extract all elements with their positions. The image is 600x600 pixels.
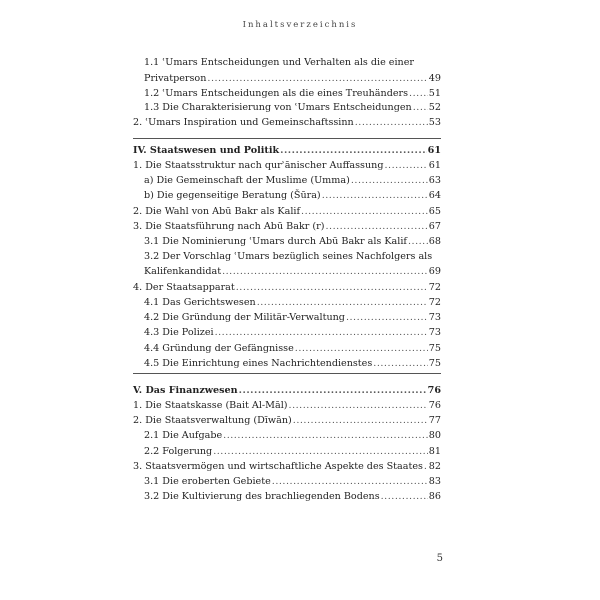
toc-page-number: 80 bbox=[428, 430, 441, 441]
toc-entry-title: 1. Die Staatsstruktur nach qurʾānischer Auffassung bbox=[133, 160, 384, 171]
page-number: 5 bbox=[436, 553, 443, 564]
toc-entry bbox=[144, 358, 441, 370]
dot-leader bbox=[384, 160, 427, 172]
toc-entry bbox=[144, 491, 441, 503]
toc-page-number: 61 bbox=[428, 160, 441, 171]
toc-entry-title: 4. Der Staatsapparat bbox=[133, 282, 235, 293]
dot-leader bbox=[236, 282, 428, 294]
dot-leader bbox=[289, 400, 428, 412]
toc-entry-title: 4.4 Gründung der Gefängnisse bbox=[144, 343, 294, 354]
toc-page-number: 72 bbox=[428, 297, 441, 308]
toc-entry bbox=[144, 88, 441, 100]
toc-entry bbox=[144, 175, 441, 187]
toc-entry bbox=[144, 312, 441, 324]
section-divider bbox=[133, 138, 441, 139]
toc-entry-title: 3.1 Die Nominierung ʿUmars durch Abū Bakr als Kalif bbox=[144, 236, 407, 247]
toc-page-number: 53 bbox=[428, 117, 441, 128]
toc-page-number: 75 bbox=[428, 358, 441, 369]
toc-entry bbox=[144, 73, 441, 85]
toc-entry bbox=[144, 266, 441, 278]
toc-entry-title: 2.2 Folgerung bbox=[144, 446, 213, 457]
toc-entry bbox=[144, 297, 441, 309]
toc-entry-title: 3. Die Staatsführung nach Abū Bakr (r) bbox=[133, 221, 325, 232]
toc-entry-title: Kalifenkandidat bbox=[144, 266, 222, 277]
toc-page-number: 63 bbox=[428, 175, 441, 186]
toc-page-number: 82 bbox=[428, 461, 441, 472]
toc-page-number: 76 bbox=[428, 400, 441, 411]
dot-leader bbox=[223, 430, 428, 442]
toc-page-number: 69 bbox=[428, 266, 441, 277]
toc-entry-title: 2.1 Die Aufgabe bbox=[144, 430, 223, 441]
toc-entry-title: 2. Die Wahl von Abū Bakr als Kalif bbox=[133, 206, 301, 217]
toc-entry bbox=[144, 327, 441, 339]
toc-entry bbox=[144, 57, 441, 69]
dot-leader bbox=[381, 491, 428, 503]
toc-entry-title: 3. Staatsvermögen und wirtschaftliche Aspekte des Staates bbox=[133, 461, 423, 472]
dot-leader bbox=[213, 446, 428, 458]
toc-entry bbox=[144, 430, 441, 442]
toc-page-number: 81 bbox=[428, 446, 441, 457]
toc-page-number: 72 bbox=[428, 282, 441, 293]
toc-entry bbox=[144, 236, 441, 248]
toc-page-number: 73 bbox=[428, 327, 441, 338]
dot-leader bbox=[295, 343, 428, 355]
toc-entry-title: 4.5 Die Einrichtung eines Nachrichtendienstes bbox=[144, 358, 373, 369]
toc-entry-title: IV. Staatswesen und Politik bbox=[133, 145, 280, 156]
toc-entry-title: Privatperson bbox=[144, 73, 207, 84]
running-header: Inhaltsverzeichnis bbox=[242, 20, 358, 30]
toc-entry-title: b) Die gegenseitige Beratung (Šūra) bbox=[144, 190, 321, 201]
toc-entry-title: 4.2 Die Gründung der Militär-Verwaltung bbox=[144, 312, 345, 323]
dot-leader bbox=[272, 476, 428, 488]
toc-page-number: 86 bbox=[428, 491, 441, 502]
section-divider bbox=[133, 373, 441, 374]
toc-entry-title: 3.1 Die eroberten Gebiete bbox=[144, 476, 271, 487]
toc-entry bbox=[133, 415, 441, 427]
dot-leader bbox=[239, 385, 427, 397]
toc-page-number: 64 bbox=[428, 190, 441, 201]
toc-entry-title: 1.3 Die Charakterisierung von ʿUmars Entscheidungen bbox=[144, 102, 412, 113]
toc-entry-title: a) Die Gemeinschaft der Muslime (Umma) bbox=[144, 175, 350, 186]
toc-entry bbox=[144, 251, 441, 263]
dot-leader bbox=[325, 221, 427, 233]
dot-leader bbox=[301, 206, 428, 218]
dot-leader bbox=[408, 236, 428, 248]
toc-entry bbox=[133, 206, 441, 218]
toc-page-number: 51 bbox=[428, 88, 441, 99]
toc-entry bbox=[144, 102, 441, 114]
toc-chapter-heading bbox=[133, 385, 441, 397]
dot-leader bbox=[222, 266, 428, 278]
toc-page-number: 52 bbox=[428, 102, 441, 113]
toc-entry-title: 1. Die Staatskasse (Bait Al-Māl) bbox=[133, 400, 288, 411]
toc-page-number: 73 bbox=[428, 312, 441, 323]
dot-leader bbox=[257, 297, 428, 309]
toc-entry-title: 4.1 Das Gerichtswesen bbox=[144, 297, 256, 308]
toc-entry bbox=[144, 190, 441, 202]
toc-page-number: 68 bbox=[428, 236, 441, 247]
dot-leader bbox=[207, 73, 427, 85]
toc-entry bbox=[144, 476, 441, 488]
toc-entry bbox=[133, 117, 441, 129]
dot-leader bbox=[355, 117, 428, 129]
toc-page-number: 61 bbox=[427, 145, 441, 156]
toc-entry bbox=[133, 400, 441, 412]
toc-page-number: 65 bbox=[428, 206, 441, 217]
toc-page-number: 67 bbox=[428, 221, 441, 232]
dot-leader bbox=[280, 145, 427, 157]
toc-page-number: 75 bbox=[428, 343, 441, 354]
toc-entry-title: 2. ʿUmars Inspiration und Gemeinschaftssinn bbox=[133, 117, 354, 128]
toc-entry bbox=[144, 343, 441, 355]
toc-page-number: 83 bbox=[428, 476, 441, 487]
toc-entry-title: 1.2 ʿUmars Entscheidungen als die eines Treuhänders bbox=[144, 88, 409, 99]
dot-leader bbox=[322, 190, 428, 202]
toc-entry bbox=[144, 446, 441, 458]
dot-leader bbox=[424, 461, 428, 473]
toc-entry bbox=[133, 461, 441, 473]
toc-entry bbox=[133, 221, 441, 233]
dot-leader bbox=[215, 327, 428, 339]
toc-entry bbox=[133, 282, 441, 294]
toc-page-number: 77 bbox=[428, 415, 441, 426]
toc-entry-title: 4.3 Die Polizei bbox=[144, 327, 214, 338]
toc-entry-title: 3.2 Der Vorschlag ʿUmars bezüglich seines Nachfolgers als bbox=[144, 251, 433, 262]
toc-page-number: 76 bbox=[427, 385, 441, 396]
dot-leader bbox=[409, 88, 428, 100]
toc-entry-title: 3.2 Die Kultivierung des brachliegenden Bodens bbox=[144, 491, 380, 502]
toc-entry-title: 1.1 ʿUmars Entscheidungen und Verhalten als die einer bbox=[144, 57, 414, 68]
dot-leader bbox=[346, 312, 428, 324]
dot-leader bbox=[293, 415, 428, 427]
toc-chapter-heading bbox=[133, 145, 441, 157]
toc-entry-title: 2. Die Staatsverwaltung (Dīwān) bbox=[133, 415, 292, 426]
toc-page-number: 49 bbox=[428, 73, 441, 84]
toc-entry bbox=[133, 160, 441, 172]
toc-entry-title: V. Das Finanzwesen bbox=[133, 385, 238, 396]
dot-leader bbox=[373, 358, 428, 370]
dot-leader bbox=[351, 175, 428, 187]
dot-leader bbox=[413, 102, 428, 114]
